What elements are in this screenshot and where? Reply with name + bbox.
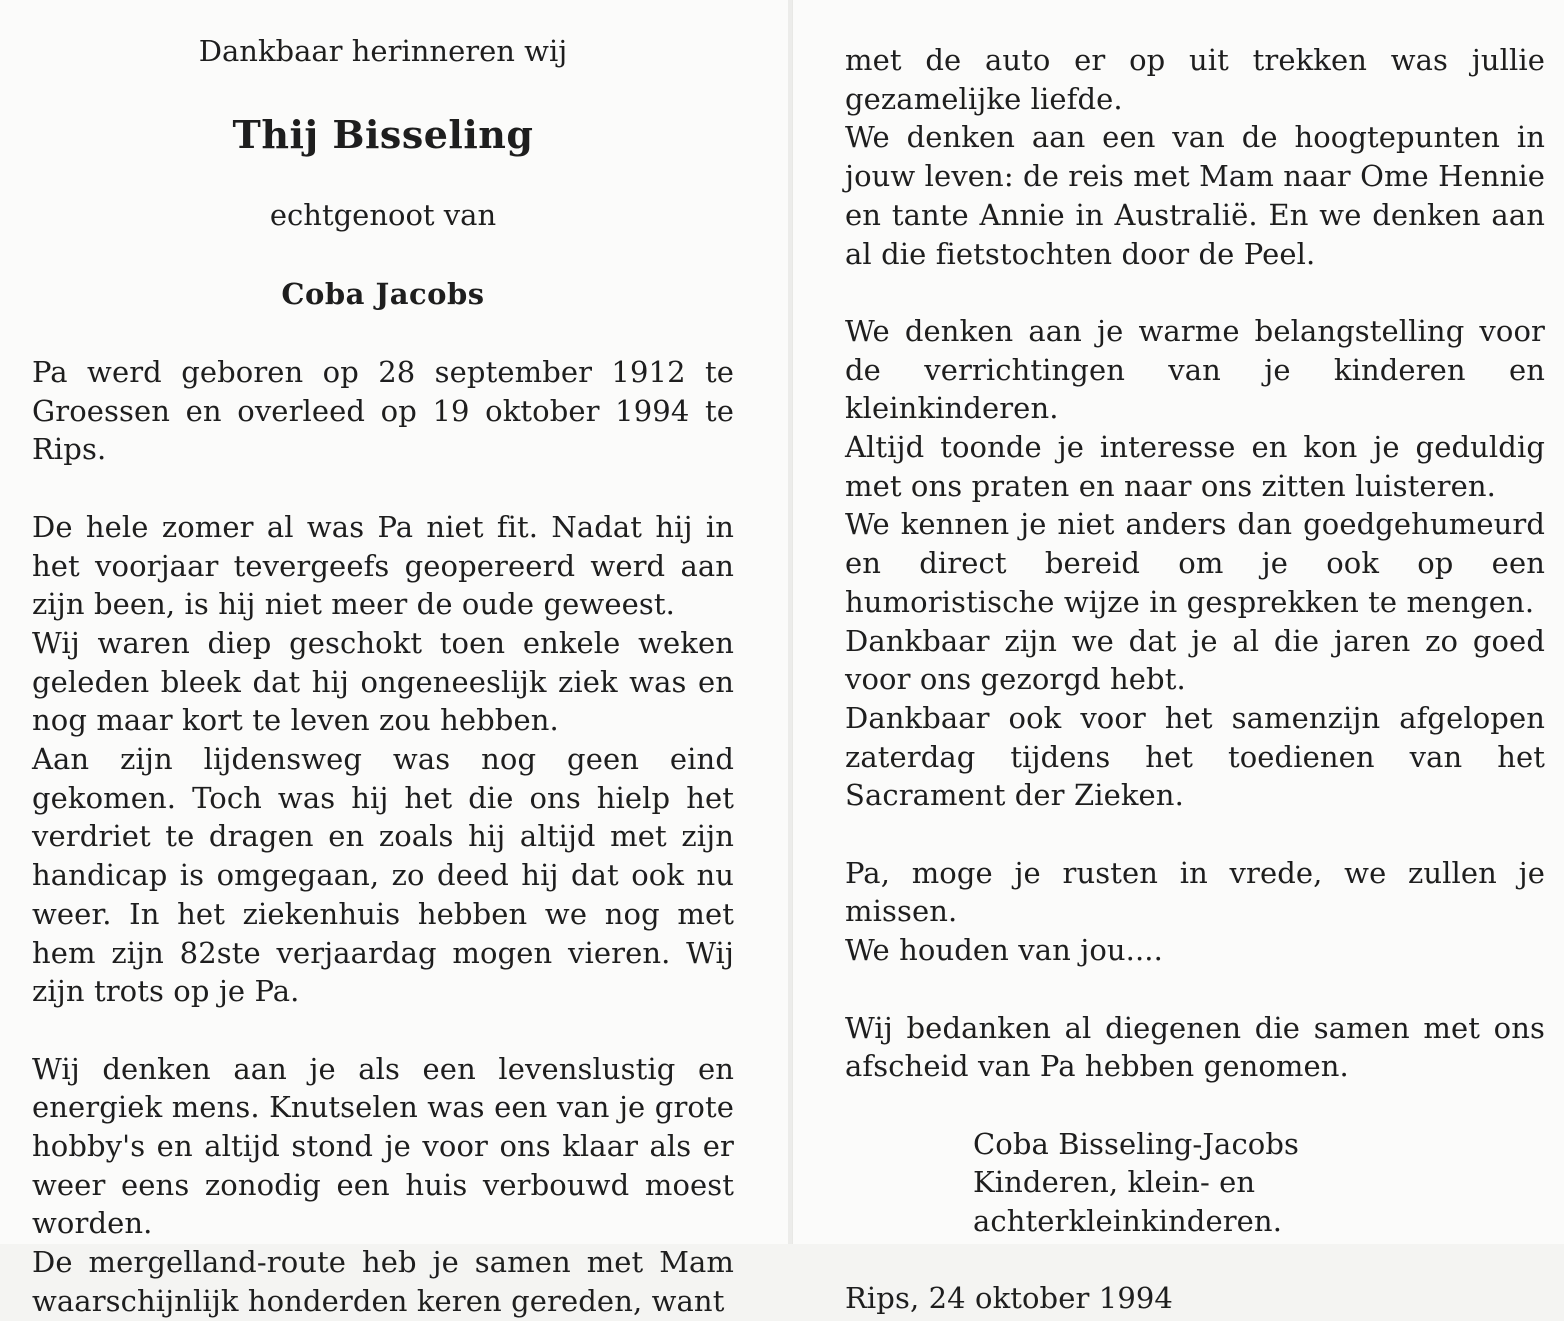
gratitude-paragraph: Dankbaar zijn we dat je al die jaren zo goed voor ons gezorgd hebt.	[845, 623, 1545, 697]
farewell-line-1: Pa, moge je rusten in vrede, we zullen je missen.	[845, 855, 1545, 929]
intro-line: Dankbaar herinneren wij	[198, 34, 568, 68]
place-date: Rips, 24 oktober 1994	[845, 1281, 1173, 1316]
paragraph-gap	[32, 1011, 734, 1050]
paragraph-gap	[845, 970, 1545, 1009]
car-trips-paragraph: met de auto er op uit trekken was jullie gezamelijke liefde.	[845, 43, 1545, 116]
interest-paragraph: We denken aan je warme belangstelling voor de verrichtingen van je kinderen en kleinkinderen.	[845, 313, 1545, 426]
diagnosis-paragraph: Wij waren diep geschokt toen enkele weken geleden bleek dat hij ongeneeslijk ziek was en nog maar kort te leven zou hebben.	[32, 625, 734, 738]
spouse-label: echtgenoot van	[269, 198, 497, 232]
paragraph-gap	[845, 1086, 1545, 1125]
summer-illness-paragraph: De hele zomer al was Pa niet fit. Nadat hij in het voorjaar tevergeefs geopereerd werd aan zijn been, is hij niet meer de oude geweest.	[32, 509, 734, 622]
left-column-text	[32, 353, 734, 1321]
paragraph-gap	[845, 273, 1545, 312]
farewell-line-2: We houden van jou....	[845, 933, 1163, 968]
birth-death-paragraph: Pa werd geboren op 28 september 1912 te Groessen en overleed op 19 oktober 1994 te Rips.	[32, 355, 734, 467]
paragraph-gap	[32, 469, 734, 508]
paragraph-gap	[845, 815, 1545, 854]
signature-spouse: Coba Bisseling-Jacobs	[973, 1126, 1299, 1161]
deceased-name: Thij Bisseling	[232, 112, 534, 157]
humor-paragraph: We kennen je niet anders dan goedgehumeurd en direct bereid om je ook op een humoristische wijze in gesprekken te mengen.	[845, 507, 1545, 619]
suffering-paragraph: Aan zijn lijdensweg was nog geen eind gekomen. Toch was hij het die ons hielp het verdriet te dragen en zoals hij altijd met zijn handicap is omgegaan, zo deed hij dat ook nu weer. In het ziekenhuis hebben we nog met hem zijn 82ste verjaardag mogen vieren. Wij zijn trots op je Pa.	[32, 742, 734, 1009]
right-column-text	[845, 41, 1545, 1318]
thanks-paragraph: Wij bedanken al diegenen die samen met ons afscheid van Pa hebben genomen.	[845, 1010, 1545, 1084]
signature-family: Kinderen, klein- en achterkleinkinderen.	[973, 1165, 1283, 1239]
sacrament-paragraph: Dankbaar ook voor het samenzijn afgelopen zaterdag tijdens het toedienen van het Sacrament der Zieken.	[845, 700, 1545, 813]
route-paragraph: De mergelland-route heb je samen met Mam waarschijnlijk honderden keren gereden, want	[32, 1245, 734, 1318]
highlights-paragraph: We denken aan een van de hoogtepunten in jouw leven: de reis met Mam naar Ome Hennie en tante Annie in Australië. En we denken aan al die fietstochten door de Peel.	[845, 120, 1545, 271]
patience-paragraph: Altijd toonde je interesse en kon je geduldig met ons praten en naar ons zitten luisteren.	[845, 430, 1545, 503]
paragraph-gap	[845, 1241, 1545, 1280]
hobbies-paragraph: Wij denken aan je als een levenslustig en energiek mens. Knutselen was een van je grote hobby's en altijd stond je voor ons klaar als er weer eens zonodig een huis verbouwd moest worden.	[32, 1051, 734, 1241]
spouse-name: Coba Jacobs	[281, 277, 485, 311]
